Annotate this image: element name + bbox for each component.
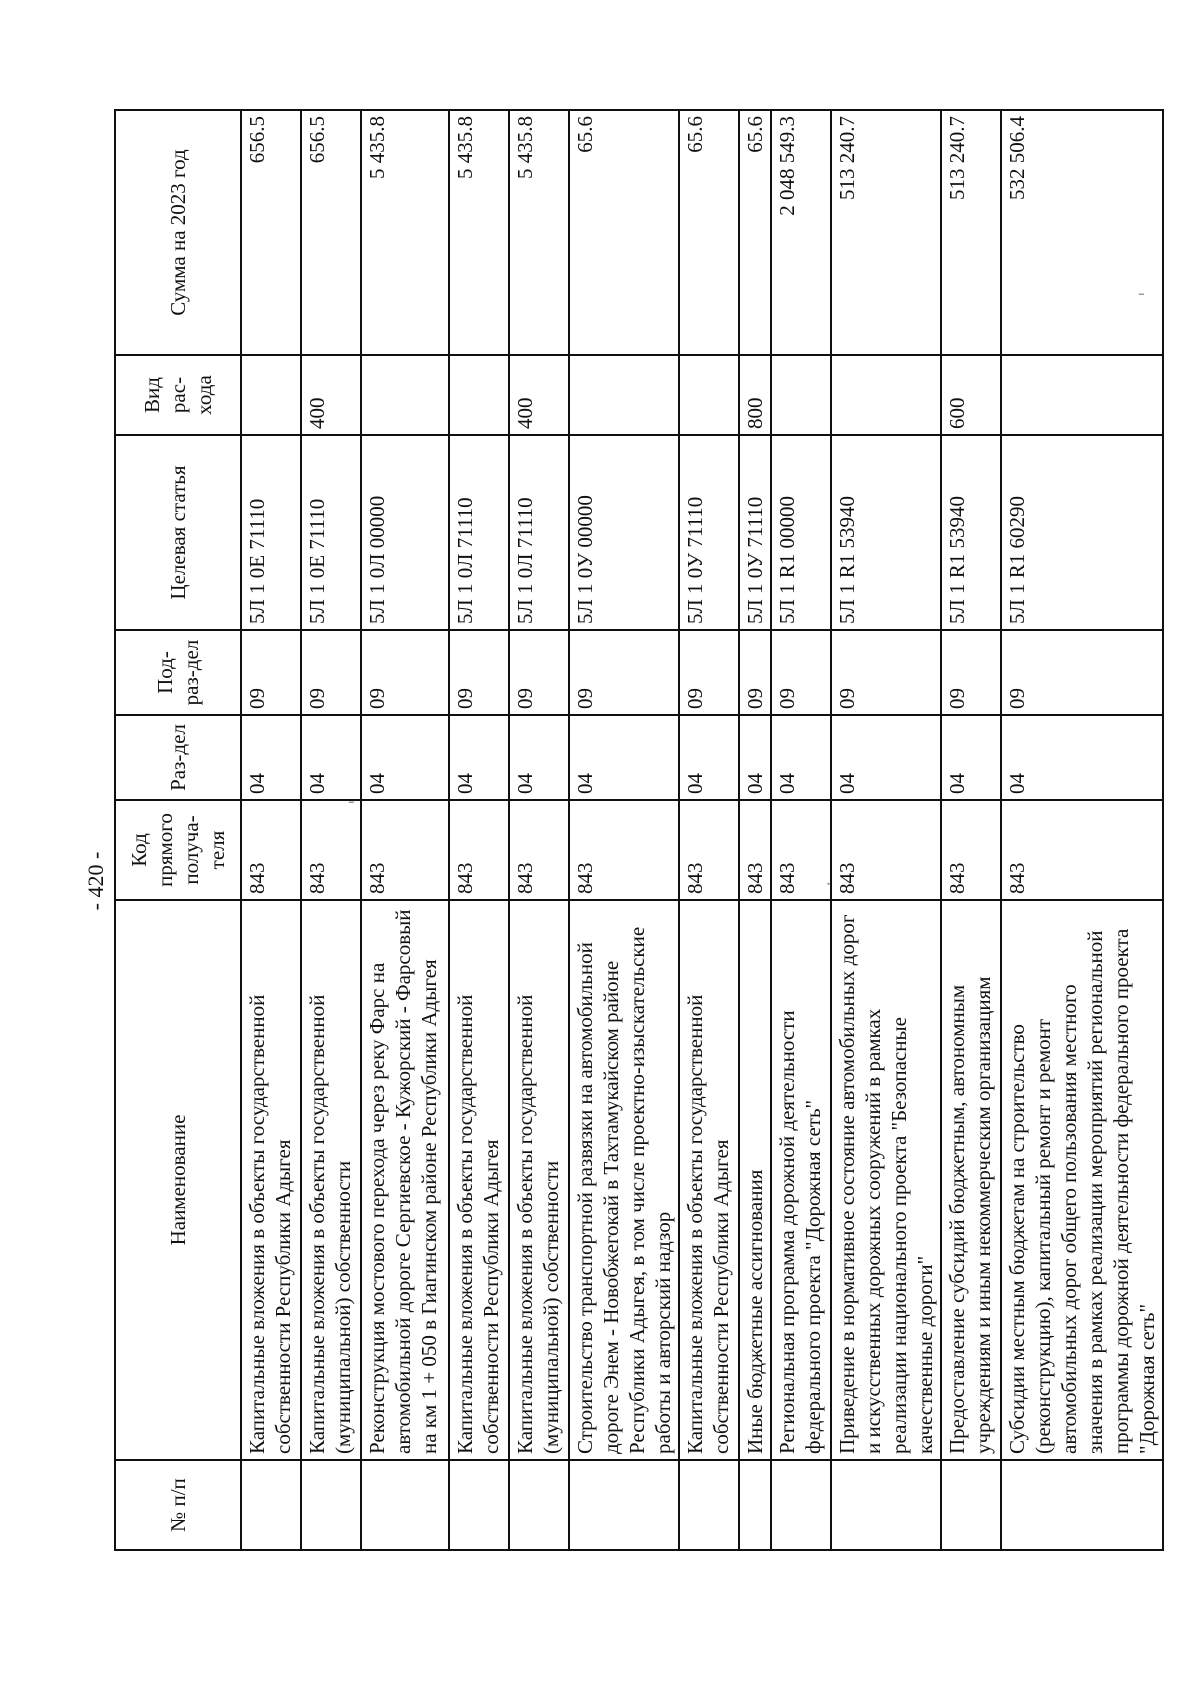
row-expense-type: 600 bbox=[941, 355, 1001, 435]
row-subsection: 09 bbox=[771, 630, 831, 715]
scan-artifact: - bbox=[348, 790, 355, 812]
header-recipient-code: Код прямого получа-теля bbox=[115, 800, 241, 900]
row-recipient-code: 843 bbox=[569, 800, 679, 900]
row-name: Капитальные вложения в объекты государственной собственности Республики Адыгея bbox=[241, 900, 301, 1460]
table-row bbox=[449, 110, 509, 1550]
row-section: 04 bbox=[569, 715, 679, 800]
budget-sheet bbox=[114, 111, 1159, 1551]
row-num bbox=[941, 1460, 1001, 1550]
row-subsection: 09 bbox=[941, 630, 1001, 715]
row-section: 04 bbox=[679, 715, 739, 800]
row-subsection: 09 bbox=[831, 630, 941, 715]
row-name: Капитальные вложения в объекты государственной собственности Республики Адыгея bbox=[449, 900, 509, 1460]
row-expense-type bbox=[679, 355, 739, 435]
header-expense-type: Вид рас-хода bbox=[115, 355, 241, 435]
row-expense-type bbox=[569, 355, 679, 435]
row-target-article: 5Л 1 R1 53940 bbox=[941, 435, 1001, 630]
header-amount-2023: Сумма на 2023 год bbox=[115, 110, 241, 355]
header-num: № п/п bbox=[115, 1460, 241, 1550]
table-row bbox=[831, 110, 941, 1550]
row-target-article: 5Л 1 0Л 71110 bbox=[509, 435, 569, 630]
row-expense-type: 400 bbox=[301, 355, 361, 435]
row-section: 04 bbox=[509, 715, 569, 800]
row-target-article: 5Л 1 R1 60290 bbox=[1001, 435, 1163, 630]
scan-artifact: . bbox=[826, 868, 831, 890]
row-amount: 65.6 bbox=[739, 110, 771, 355]
row-amount: 65.6 bbox=[679, 110, 739, 355]
row-section: 04 bbox=[241, 715, 301, 800]
row-section: 04 bbox=[301, 715, 361, 800]
row-target-article: 5Л 1 R1 53940 bbox=[831, 435, 941, 630]
row-subsection: 09 bbox=[241, 630, 301, 715]
row-recipient-code: 843 bbox=[771, 800, 831, 900]
row-expense-type bbox=[831, 355, 941, 435]
row-recipient-code: 843 bbox=[449, 800, 509, 900]
row-name: Капитальные вложения в объекты государственной собственности Республики Адыгея bbox=[679, 900, 739, 1460]
row-section: 04 bbox=[831, 715, 941, 800]
row-name: Предоставление субсидий бюджетным, автономным учреждениям и иным некоммерческим организациям bbox=[941, 900, 1001, 1460]
row-expense-type bbox=[241, 355, 301, 435]
row-recipient-code: 843 bbox=[241, 800, 301, 900]
row-num bbox=[301, 1460, 361, 1550]
row-expense-type: 400 bbox=[509, 355, 569, 435]
row-subsection: 09 bbox=[1001, 630, 1163, 715]
row-recipient-code: 843 bbox=[301, 800, 361, 900]
row-amount: 5 435.8 bbox=[361, 110, 449, 355]
row-num bbox=[679, 1460, 739, 1550]
row-section: 04 bbox=[1001, 715, 1163, 800]
row-subsection: 09 bbox=[361, 630, 449, 715]
row-section: 04 bbox=[941, 715, 1001, 800]
row-subsection: 09 bbox=[449, 630, 509, 715]
table-row bbox=[771, 110, 831, 1550]
row-target-article: 5Л 1 0У 71110 bbox=[679, 435, 739, 630]
row-num bbox=[831, 1460, 941, 1550]
row-subsection: 09 bbox=[569, 630, 679, 715]
row-target-article: 5Л 1 0Е 71110 bbox=[301, 435, 361, 630]
row-recipient-code: 843 bbox=[941, 800, 1001, 900]
table-row bbox=[739, 110, 771, 1550]
row-amount: 513 240.7 bbox=[941, 110, 1001, 355]
row-name: Строительство транспортной развязки на автомобильной дороге Энем - Новобжегокай в Тахтамукайском районе Республики Адыгея, в том числе проектно-изыскательские работы и авторский надзор bbox=[569, 900, 679, 1460]
row-target-article: 5Л 1 0Л 71110 bbox=[449, 435, 509, 630]
table-row bbox=[361, 110, 449, 1550]
header-target-article: Целевая статья bbox=[115, 435, 241, 630]
row-target-article: 5Л 1 R1 00000 bbox=[771, 435, 831, 630]
row-recipient-code: 843 bbox=[509, 800, 569, 900]
header-row bbox=[115, 110, 241, 1550]
row-expense-type bbox=[771, 355, 831, 435]
row-amount: 5 435.8 bbox=[509, 110, 569, 355]
row-subsection: 09 bbox=[679, 630, 739, 715]
row-recipient-code: 843 bbox=[739, 800, 771, 900]
row-recipient-code: 843 bbox=[679, 800, 739, 900]
row-target-article: 5Л 1 0Л 00000 bbox=[361, 435, 449, 630]
row-subsection: 09 bbox=[301, 630, 361, 715]
row-num bbox=[569, 1460, 679, 1550]
row-name: Капитальные вложения в объекты государственной (муниципальной) собственности bbox=[509, 900, 569, 1460]
table-row bbox=[1001, 110, 1163, 1550]
header-section: Раз-дел bbox=[115, 715, 241, 800]
table-row bbox=[941, 110, 1001, 1550]
page-number: - 420 - bbox=[83, 851, 108, 911]
row-subsection: 09 bbox=[739, 630, 771, 715]
row-recipient-code: 843 bbox=[831, 800, 941, 900]
row-section: 04 bbox=[449, 715, 509, 800]
row-name: Приведение в нормативное состояние автомобильных дорог и искусственных дорожных сооружений в рамках реализации национального проекта "Безопасные качественные дороги" bbox=[831, 900, 941, 1460]
row-num bbox=[361, 1460, 449, 1550]
row-section: 04 bbox=[361, 715, 449, 800]
row-name: Региональная программа дорожной деятельности федерального проекта "Дорожная сеть" bbox=[771, 900, 831, 1460]
row-name: Реконструкция мостового перехода через реку Фарс на автомобильной дороге Сергиевское - Кужорский - Фарсовый на км 1 + 050 в Гиагинском районе Республики Адыгея bbox=[361, 900, 449, 1460]
row-num bbox=[771, 1460, 831, 1550]
table-row bbox=[241, 110, 301, 1550]
row-amount: 532 506.4 bbox=[1001, 110, 1163, 355]
row-amount: 5 435.8 bbox=[449, 110, 509, 355]
row-num bbox=[241, 1460, 301, 1550]
row-num bbox=[509, 1460, 569, 1550]
row-name: Иные бюджетные ассигнования bbox=[739, 900, 771, 1460]
row-num bbox=[1001, 1460, 1163, 1550]
row-num bbox=[449, 1460, 509, 1550]
row-target-article: 5Л 1 0Е 71110 bbox=[241, 435, 301, 630]
row-amount: 513 240.7 bbox=[831, 110, 941, 355]
row-expense-type bbox=[361, 355, 449, 435]
scan-artifact: - bbox=[1138, 282, 1145, 304]
table-row bbox=[301, 110, 361, 1550]
row-expense-type: 800 bbox=[739, 355, 771, 435]
budget-table bbox=[114, 109, 1164, 1551]
row-amount: 2 048 549.3 bbox=[771, 110, 831, 355]
header-subsection: Под-раз-дел bbox=[115, 630, 241, 715]
row-amount: 656.5 bbox=[301, 110, 361, 355]
row-section: 04 bbox=[771, 715, 831, 800]
table-row bbox=[679, 110, 739, 1550]
table-row bbox=[509, 110, 569, 1550]
row-name: Капитальные вложения в объекты государственной (муниципальной) собственности bbox=[301, 900, 361, 1460]
row-recipient-code: 843 bbox=[361, 800, 449, 900]
row-section: 04 bbox=[739, 715, 771, 800]
row-amount: 65.6 bbox=[569, 110, 679, 355]
row-target-article: 5Л 1 0У 71110 bbox=[739, 435, 771, 630]
row-expense-type bbox=[449, 355, 509, 435]
row-amount: 656.5 bbox=[241, 110, 301, 355]
row-subsection: 09 bbox=[509, 630, 569, 715]
row-expense-type bbox=[1001, 355, 1163, 435]
row-num bbox=[739, 1460, 771, 1550]
row-recipient-code: 843 bbox=[1001, 800, 1163, 900]
row-target-article: 5Л 1 0У 00000 bbox=[569, 435, 679, 630]
table-row bbox=[569, 110, 679, 1550]
header-name: Наименование bbox=[115, 900, 241, 1460]
row-name: Субсидии местным бюджетам на строительство (реконструкцию), капитальный ремонт и ремонт автомобильных дорог общего пользования местного значения в рамках реализации мероприятий региональной программы дорожной деятельности федерального проекта "Дорожная сеть" bbox=[1001, 900, 1163, 1460]
